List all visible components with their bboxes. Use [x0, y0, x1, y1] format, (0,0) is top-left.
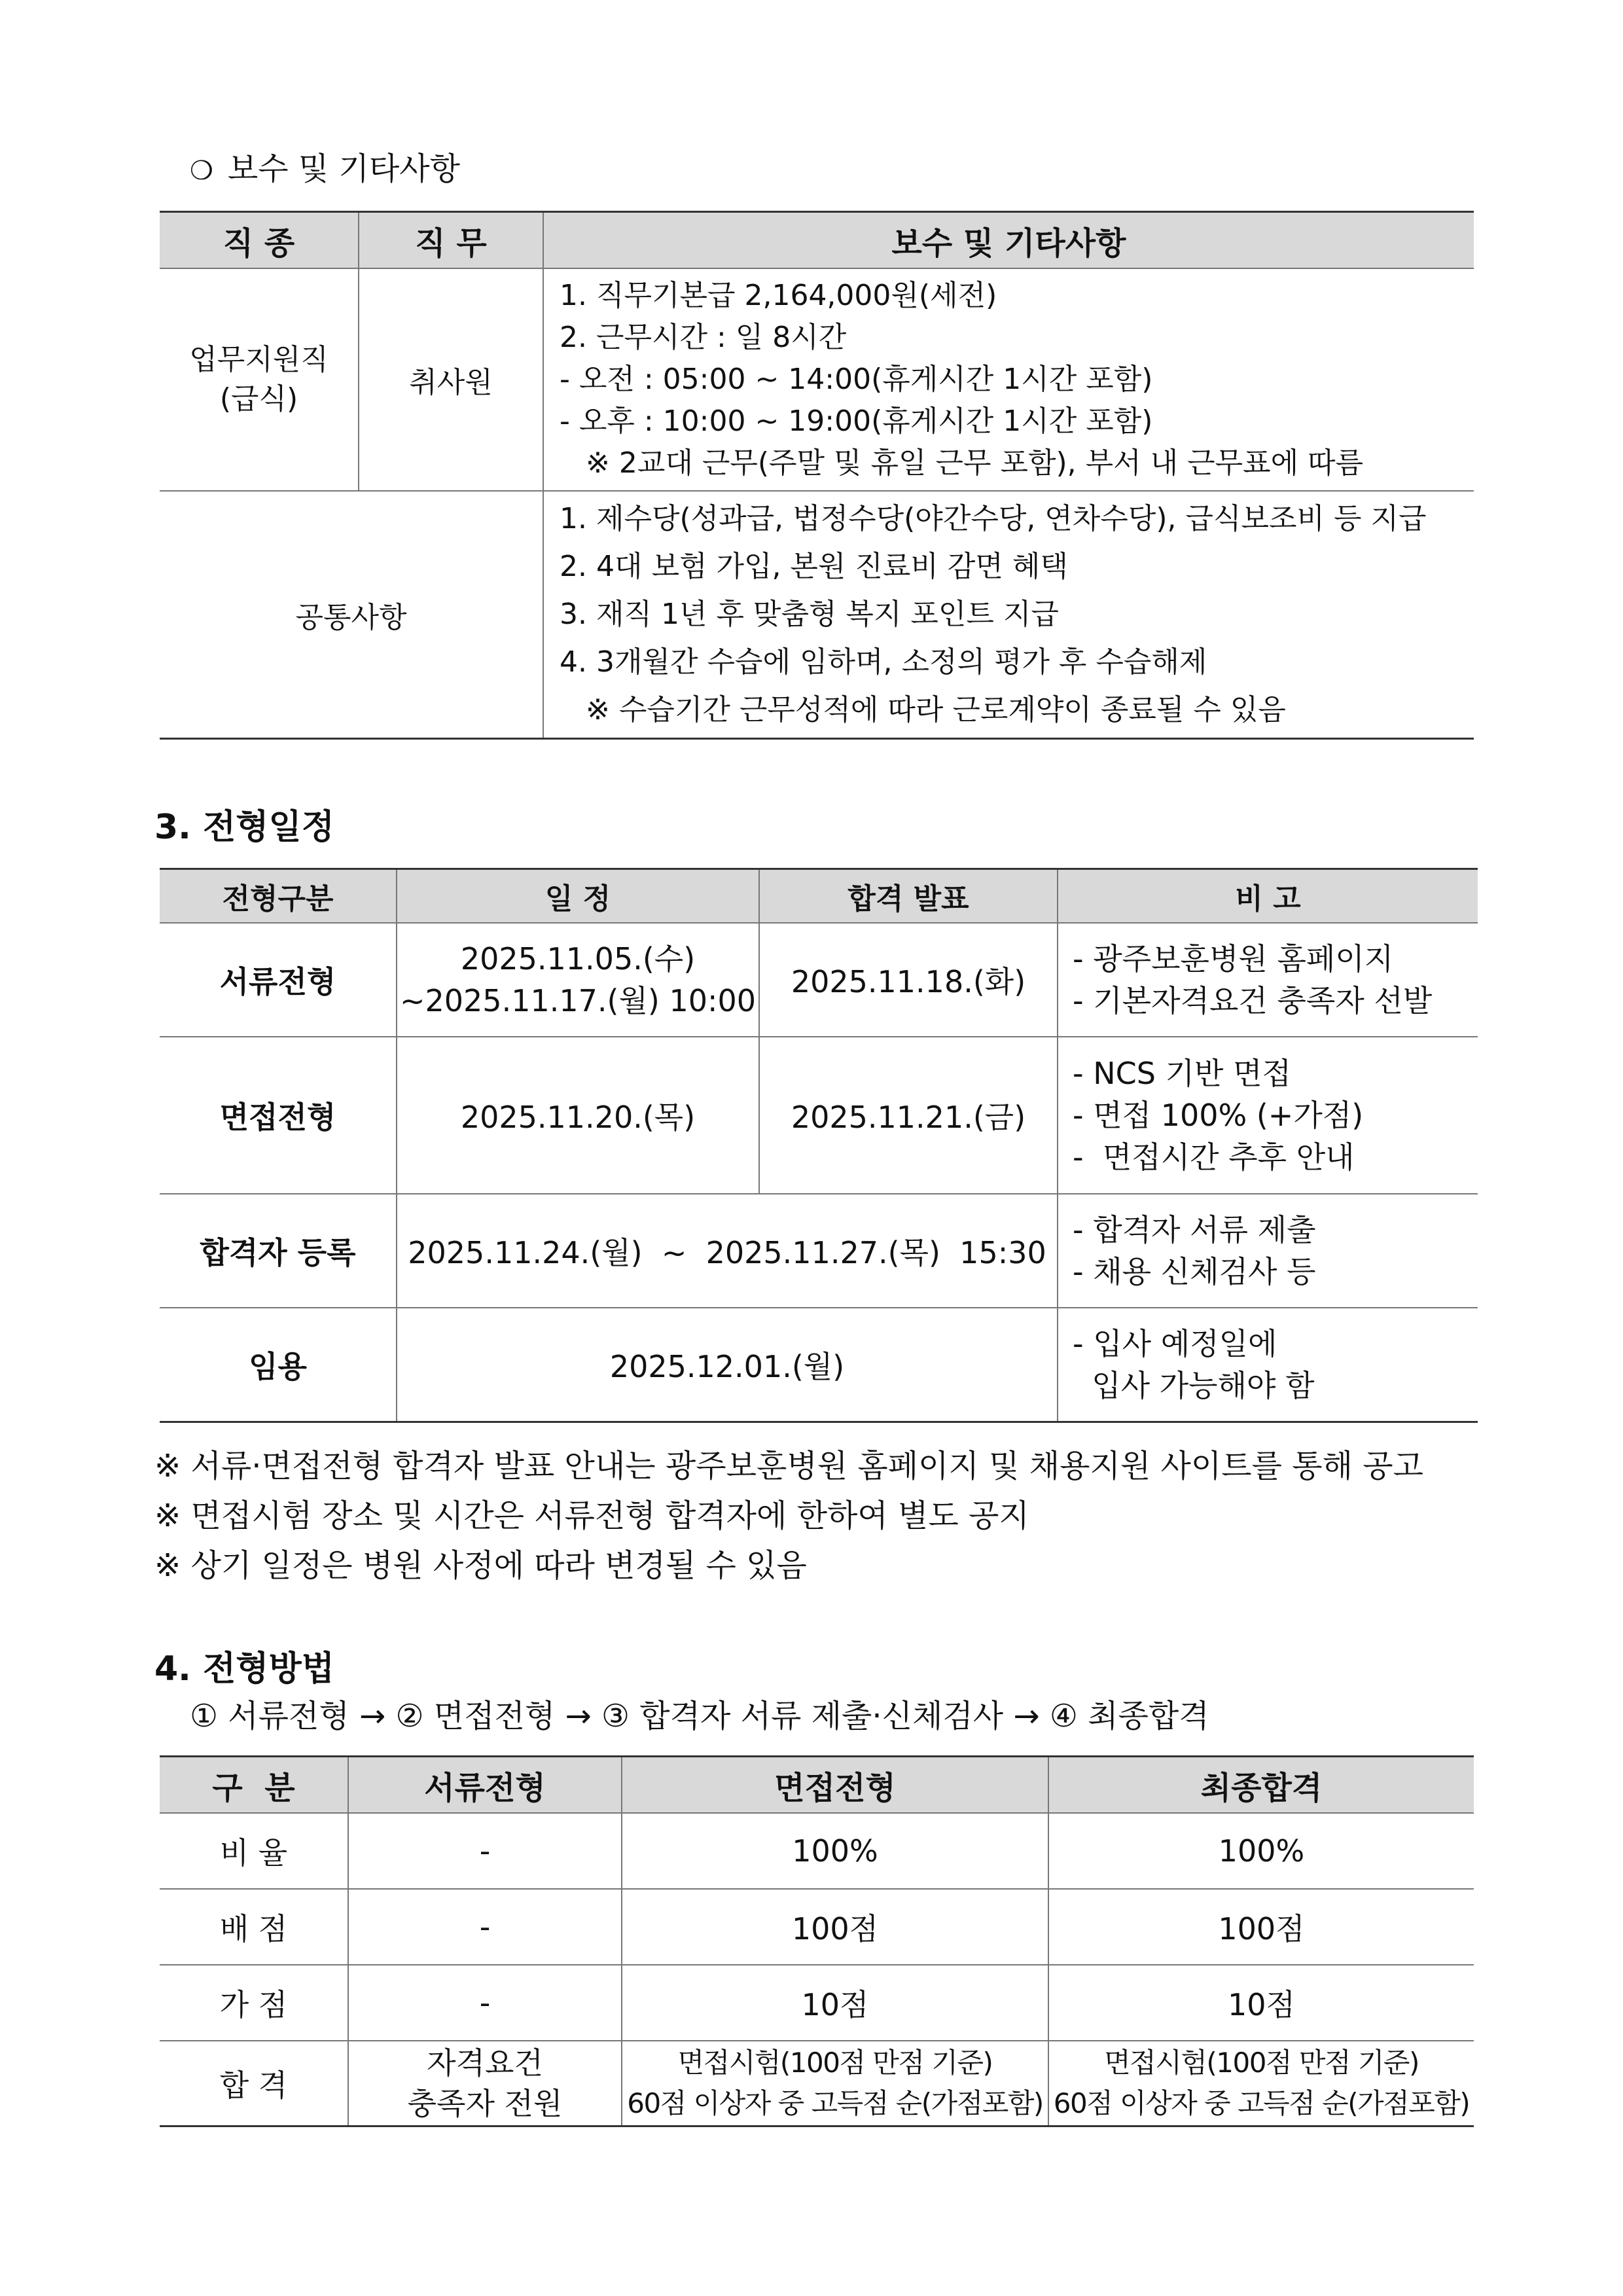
- method-row-label: 가 점: [160, 1965, 348, 2041]
- pay-detail-line: - 오전 : 05:00 ~ 14:00(휴게시간 1시간 포함): [560, 363, 1153, 396]
- pay-detail-line: 1. 직무기본급 2,164,000원(세전): [560, 279, 997, 312]
- method-flow: ① 서류전형 → ② 면접전형 → ③ 합격자 서류 제출·신체검사 → ④ 최종합격: [190, 1698, 1209, 1734]
- schedule-header-result: 합격 발표: [759, 869, 1058, 924]
- footnote: ※ 상기 일정은 병원 사정에 따라 변경될 수 있음: [154, 1547, 807, 1584]
- method-row-pass: [160, 2041, 1474, 2126]
- method-final-cell: 면접시험(100점 만점 기준) 60점 이상자 중 고득점 순(가점포함): [1048, 2041, 1474, 2126]
- method-final-cell: 100%: [1048, 1813, 1474, 1889]
- schedule-header-notes: 비 고: [1058, 869, 1478, 924]
- method-doc-cell: -: [348, 1889, 622, 1965]
- stage-label: 합격자 등록: [160, 1194, 397, 1308]
- schedule-notes-cell: - NCS 기반 면접 - 면접 100% (+가점) - 면접시간 추후 안내: [1058, 1037, 1478, 1194]
- method-row-label: 배 점: [160, 1889, 348, 1965]
- method-header-documents: 서류전형: [348, 1757, 622, 1814]
- method-interview-cell: 100%: [622, 1813, 1048, 1889]
- schedule-date-cell: 2025.11.20.(목): [397, 1037, 759, 1194]
- schedule-notes-cell: - 합격자 서류 제출 - 채용 신체검사 등: [1058, 1194, 1478, 1308]
- pay-header-details: 보수 및 기타사항: [543, 212, 1474, 269]
- common-detail-line: 3. 재직 1년 후 맞춤형 복지 포인트 지급: [560, 598, 1059, 632]
- method-row-label: 합 격: [160, 2041, 348, 2126]
- schedule-notes-cell: - 광주보훈병원 홈페이지 - 기본자격요건 충족자 선발: [1058, 923, 1478, 1037]
- pay-detail-line: - 오후 : 10:00 ~ 19:00(휴게시간 1시간 포함): [560, 404, 1153, 438]
- method-header-label: 구 분: [160, 1757, 348, 1814]
- common-detail-line: 1. 제수당(성과급, 법정수당(야간수당, 연차수당), 급식보조비 등 지급: [560, 502, 1427, 536]
- common-details-cell: [543, 491, 1474, 738]
- pay-category-cell: 업무지원직 (급식): [160, 268, 359, 491]
- method-interview-cell: 10점: [622, 1965, 1048, 2041]
- schedule-row-interview: [160, 1037, 1478, 1194]
- schedule-header-date: 일 정: [397, 869, 759, 924]
- common-detail-line: 4. 3개월간 수습에 임하며, 소정의 평가 후 수습해제: [560, 645, 1207, 679]
- schedule-result-cell: 2025.11.21.(금): [759, 1037, 1058, 1194]
- stage-label: 서류전형: [160, 923, 397, 1037]
- common-detail-note: ※ 수습기간 근무성적에 따라 근로계약이 종료될 수 있음: [586, 693, 1286, 727]
- footnote: ※ 면접시험 장소 및 시간은 서류전형 합격자에 한하여 별도 공지: [154, 1498, 1029, 1534]
- schedule-footnotes: [154, 1441, 1423, 1590]
- method-header-final: 최종합격: [1048, 1757, 1474, 1814]
- pay-table: [160, 211, 1474, 740]
- schedule-date-cell: 2025.11.05.(수) ~2025.11.17.(월) 10:00: [397, 923, 759, 1037]
- pay-detail-line: 2. 근무시간 : 일 8시간: [560, 321, 847, 354]
- schedule-table: [160, 868, 1478, 1423]
- pay-duty-cell: 취사원: [359, 268, 543, 491]
- method-final-cell: 100점: [1048, 1889, 1474, 1965]
- schedule-row-registration: [160, 1194, 1478, 1308]
- method-interview-cell: 100점: [622, 1889, 1048, 1965]
- stage-label: 면접전형: [160, 1037, 397, 1194]
- pay-row-common: [160, 491, 1474, 738]
- pay-row-cook: [160, 268, 1474, 491]
- footnote: ※ 서류·면접전형 합격자 발표 안내는 광주보훈병원 홈페이지 및 채용지원 사이트를 통해 공고: [154, 1448, 1423, 1484]
- method-header-interview: 면접전형: [622, 1757, 1048, 1814]
- schedule-row-documents: [160, 923, 1478, 1037]
- method-final-cell: 10점: [1048, 1965, 1474, 2041]
- schedule-row-appointment: [160, 1308, 1478, 1422]
- common-detail-line: 2. 4대 보험 가입, 본원 진료비 감면 혜택: [560, 550, 1068, 584]
- stage-label: 임용: [160, 1308, 397, 1422]
- method-section-title: 4. 전형방법: [154, 1649, 334, 1689]
- schedule-header-stage: 전형구분: [160, 869, 397, 924]
- schedule-date-cell: 2025.11.24.(월) ~ 2025.11.27.(목) 15:30: [397, 1194, 1058, 1308]
- method-doc-cell: -: [348, 1965, 622, 2041]
- common-label-cell: 공통사항: [160, 491, 543, 738]
- schedule-notes-cell: - 입사 예정일에 입사 가능해야 함: [1058, 1308, 1478, 1422]
- pay-details-cell: [543, 268, 1474, 491]
- schedule-date-cell: 2025.12.01.(월): [397, 1308, 1058, 1422]
- pay-detail-note: ※ 2교대 근무(주말 및 휴일 근무 포함), 부서 내 근무표에 따름: [586, 446, 1364, 480]
- method-row-label: 비 율: [160, 1813, 348, 1889]
- method-table: [160, 1755, 1474, 2127]
- method-row-score: [160, 1889, 1474, 1965]
- method-interview-cell: 면접시험(100점 만점 기준) 60점 이상자 중 고득점 순(가점포함): [622, 2041, 1048, 2126]
- pay-section-title: 보수 및 기타사항: [227, 151, 460, 187]
- pay-header-duty: 직 무: [359, 212, 543, 269]
- pay-header-category: 직 종: [160, 212, 359, 269]
- schedule-result-cell: 2025.11.18.(화): [759, 923, 1058, 1037]
- method-doc-cell: 자격요건 충족자 전원: [348, 2041, 622, 2126]
- circle-bullet-icon: ❍: [190, 156, 213, 186]
- method-row-ratio: [160, 1813, 1474, 1889]
- schedule-section-title: 3. 전형일정: [154, 808, 334, 847]
- pay-section-heading: [190, 149, 460, 190]
- method-doc-cell: -: [348, 1813, 622, 1889]
- method-row-bonus: [160, 1965, 1474, 2041]
